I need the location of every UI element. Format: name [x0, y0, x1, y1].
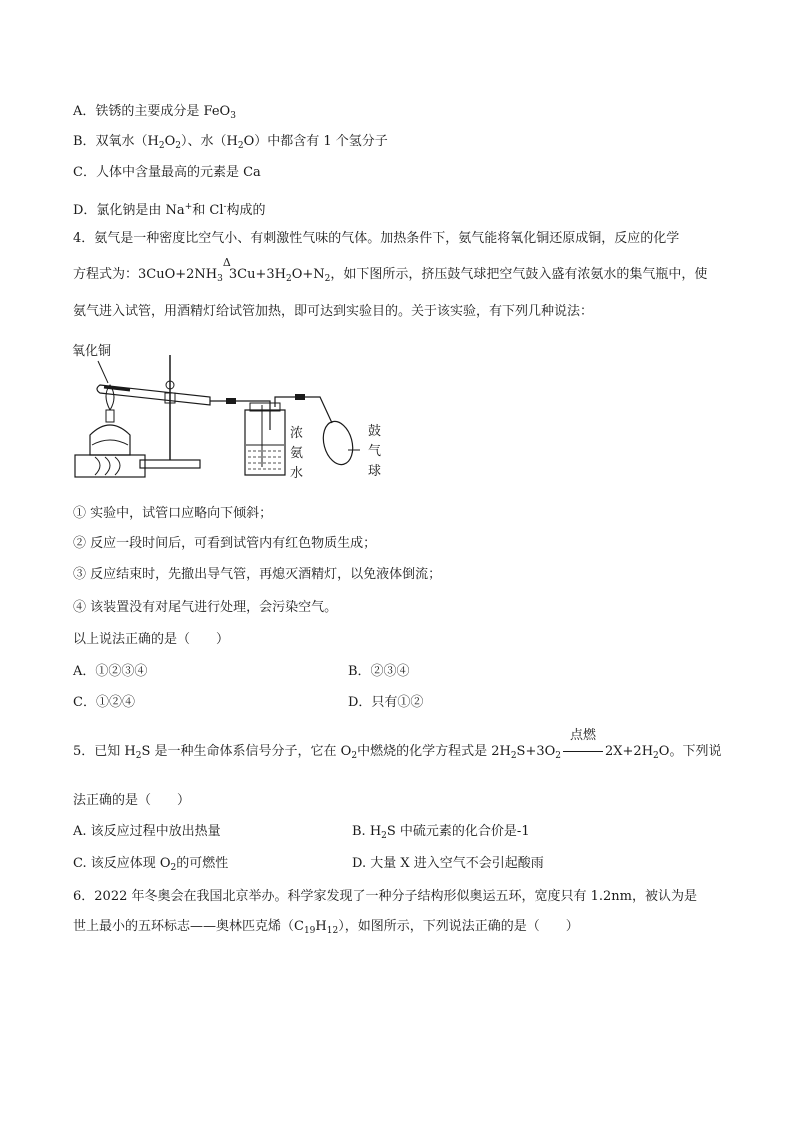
fig-label-ammonia-1: 浓	[290, 426, 304, 441]
q3-option-d: D．氯化钠是由 Na+和 Cl-构成的	[73, 202, 266, 218]
q5-option-b: B. $H_2S$ 中硫元素的化合价是-1	[352, 824, 530, 841]
q4-option-c: C．①②④	[73, 695, 135, 710]
q4-option-d: D．只有①②	[348, 695, 424, 710]
q4-stem-line1: 4．氨气是一种密度比空气小、有刺激性气味的气体。加热条件下，氨气能将氧化铜还原成铜，反应的化学	[73, 231, 680, 246]
q4-statement-3: ③ 反应结束时，先撤出导气管，再熄灭酒精灯，以免液体倒流；	[73, 567, 442, 582]
q6-stem-line2: 世上最小的五环标志——奥林匹克烯$(C_{19}H_{12})$，如图所示，下列说法正确的是（ ）	[73, 919, 579, 936]
q5-stem-line2: 法正确的是（ ）	[73, 793, 191, 808]
q4-option-b: B．②③④	[348, 664, 410, 679]
q4-statement-4: ④ 该装置没有对尾气进行处理，会污染空气。	[73, 600, 338, 615]
q4-statement-1: ① 实验中，试管口应略向下倾斜；	[73, 506, 273, 521]
q3-option-a: A．铁锈的主要成分是 FeO$_3$	[73, 104, 236, 121]
fig-label-bulb-3: 球	[368, 464, 382, 479]
q4-option-a: A．①②③④	[73, 664, 148, 679]
q4-statement-2: ② 反应一段时间后，可看到试管内有红色物质生成；	[73, 536, 377, 551]
q5-option-c: C. 该反应体现 $O_2$的可燃性	[73, 856, 229, 873]
q3-option-b: B．双氧水$(H_2O_2)$、水$(H_2O)$中都含有 1 个氢分子	[73, 134, 388, 151]
q5-stem-line1: 5．已知 $H_2S$ 是一种生命体系信号分子，它在 $O_2$中燃烧的化学方程式是 $2H_2S+3O_2$ 点燃 $2X+2H_2O$。下列说	[73, 728, 722, 761]
q4-question: 以上说法正确的是（ ）	[73, 632, 230, 647]
q4-stem-line2: 方程式为：$3CuO+2NH_3$ Δ $3Cu+3H_2O+N_2$，如下图所示，挤压鼓气球把空气鼓入盛有浓氨水的集气瓶中，使	[73, 256, 708, 284]
fig-label-bulb-2: 气	[368, 444, 382, 459]
fig-label-ammonia-3: 水	[290, 466, 304, 481]
q5-option-a: A. 该反应过程中放出热量	[73, 824, 221, 839]
fig-label-copper-oxide: 氧化铜	[72, 344, 112, 359]
apparatus-figure	[70, 335, 400, 490]
fig-label-bulb-1: 鼓	[368, 424, 382, 439]
heat-condition: Δ	[222, 256, 231, 269]
q3-option-c: C．人体中含量最高的元素是 Ca	[73, 165, 261, 180]
q4-stem-line3: 氨气进入试管，用酒精灯给试管加热，即可达到实验目的。关于该实验，有下列几种说法：	[73, 304, 594, 319]
fig-label-ammonia-2: 氨	[290, 446, 304, 461]
ignite-condition: 点燃	[561, 743, 605, 761]
q5-option-d: D. 大量 X 进入空气不会引起酸雨	[352, 856, 544, 871]
q6-stem-line1: 6．2022 年冬奥会在我国北京举办。科学家发现了一种分子结构形似奥运五环，宽度只有 1.2nm，被认为是	[73, 889, 697, 904]
